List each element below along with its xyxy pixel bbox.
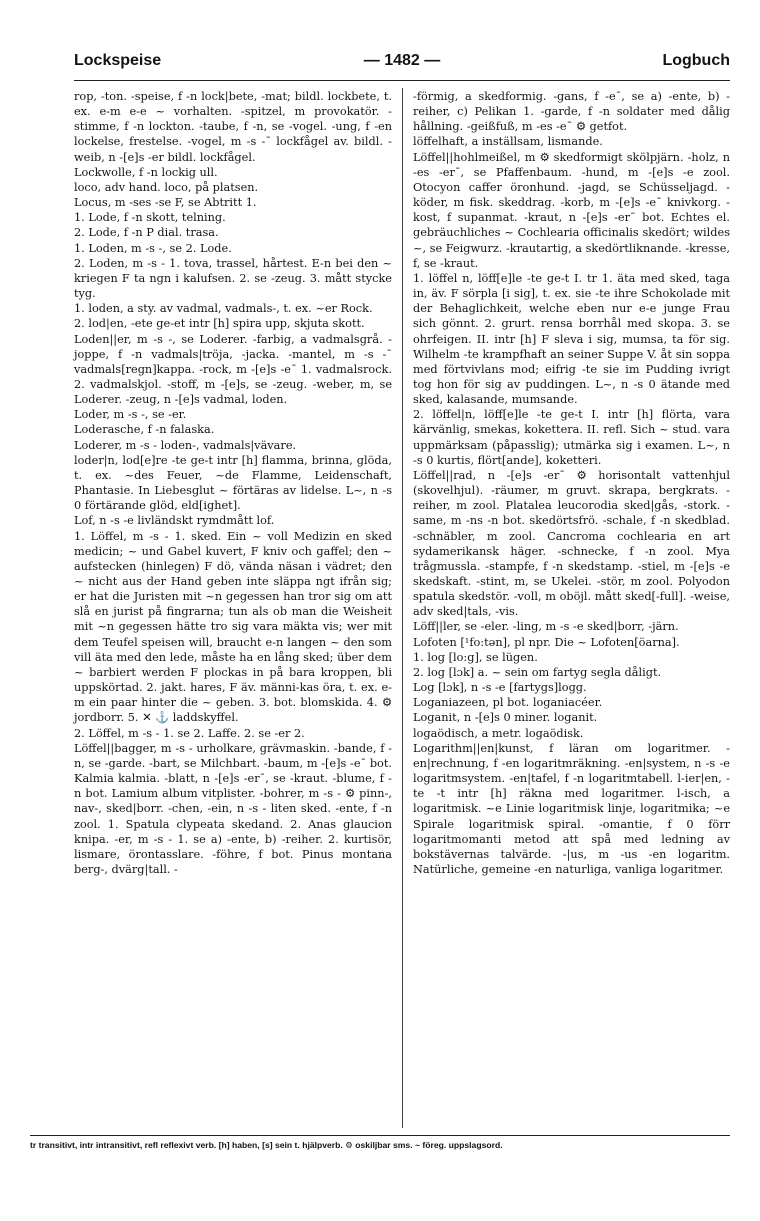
header-rule <box>74 80 730 81</box>
dictionary-entry: loder|n, lod[e]re -te ge-t intr [h] flamma, brinna, glöda, t. ex. ~des Feuer, ~de Flamme, Leidenschaft, Phantasie. In Liebesglut ~ förtäras av lidelse. L~, n -s 0 förtärande glöd, eld[ighet]. <box>74 453 392 513</box>
dictionary-entry: Loden||er, m -s -, se Loderer. -farbig, a vadmalsgrå. -joppe, f -n vadmals|tröja, -jacka. -mantel, m -s -¯ vadmals[regn]kappa. -rock, m -[e]s -e¯ 1. vadmalsrock. 2. vadmalskjol. -stoff, m -[e]s, se -zeug. -weber, m, se Loderer. -zeug, n -[e]s vadmal, loden. <box>74 332 392 407</box>
dictionary-entry: Löff||ler, se -eler. -ling, m -s -e sked|borr, -järn. <box>413 620 679 634</box>
dictionary-entry: Loganit, n -[e]s 0 miner. loganit. <box>413 711 598 725</box>
dictionary-entry: 1. löffel n, löff[e]le -te ge-t I. tr 1. äta med sked, taga in, äv. F sörpla [i sig], t. ex. sie -te ihre Schokolade mit der Behaglichkeit, welche eben nur e-e junge Frau sich gönnt. 2. grurt. rensa borrhål med skopa. 3. se ohrfeigen. II. intr [h] F sleva i sig, mumsa, ta för sig. Wilhelm -te krampfhaft an seiner Suppe V. åt sin soppa med förtvivlans mod; eifrig -te sie im Pudding ivrigt tog hon för sig av puddingen. L~, n -s 0 ätande med sked, kalasande, mumsande. <box>413 271 730 407</box>
dictionary-entry: Logarithm||en|kunst, f läran om logaritmer. -en|rechnung, f -en logaritmräkning. -en|system, n -s -e logaritmsystem. -en|tafel, f -n logaritmtabell. l-ier|en, -te -t intr [h] räkna med logaritmer. l-isch, a logaritmisk. ~e Linie logaritmisk linje, logaritmika; ~e Spirale logaritmisk spiral. -omantie, f 0 förr logaritmomanti metod att spå med ledning av bokstävernas talvärde. -|us, m -us -en logaritm. Natürliche, gemeine -en naturliga, vanliga logaritmer. <box>413 741 730 876</box>
column-divider <box>402 88 403 1128</box>
dictionary-entry: 2. Lode, f -n P dial. trasa. <box>74 226 219 240</box>
header-last-headword: Logbuch <box>662 52 730 69</box>
dictionary-entry: Lockwolle, f -n lockig ull. <box>74 165 218 179</box>
dictionary-entry: rop, -ton. -speise, f -n lock|bete, -mat; bildl. lockbete, t. ex. e-m e-e ~ vorhalten. -spitzel, m provokatör. -stimme, f -n lockton. -taube, f -n, se -vogel. -ung, f -en lockelse, frestelse. -vogel, m -s -¯ lockfågel av. bildl. -weib, n -[e]s -er bildl. lockfågel. <box>74 90 392 164</box>
dictionary-entry: Loder, m -s -, se -er. <box>74 408 187 422</box>
right-column <box>413 89 730 877</box>
footer-rule <box>30 1135 730 1136</box>
dictionary-entry: logaödisch, a metr. logaödisk. <box>413 726 584 740</box>
dictionary-entry: Lofoten [¹fo:tən], pl npr. Die ~ Lofoten[öarna]. <box>413 635 680 649</box>
dictionary-entry: Löffel||hohlmeißel, m ⚙ skedformigt skölpjärn. -holz, n -es -er¯, se Pfaffenbaum. -hund, m -[e]s -e zool. Otocyon caffer öronhund. -jagd, se Schüsseljagd. -köder, m fisk. skeddrag. -korb, m -[e]s -e¯ knivkorg. -kost, f supanmat. -kraut, n -[e]s -er¯ bot. Echtes el. gebräuchliches ~ Cochlearia officinalis skedört; wildes ~, se Feigwurz. -krautartig, a skedörtliknande. -kresse, f, se -kraut. <box>413 150 730 270</box>
dictionary-entry: löffelhaft, a inställsam, lismande. <box>413 135 603 149</box>
page-number: — 1482 — <box>363 52 441 69</box>
dictionary-entry: Löffel||rad, n -[e]s -er¯ ⚙ horisontalt vattenhjul (skovelhjul). -räumer, m gruvt. skrapa, bergkrats. -reiher, m zool. Platalea leucorodia sked|gås, -stork. -same, m -ns -n bot. skedörtsfrö. -schale, f -n skedblad. -schnäbler, m zool. Cancroma cochlearia en art sydamerikansk häger. -schnecke, f -n zool. Mya trågmussla. -stampfe, f -n skedstamp. -stiel, m -[e]s -e skedskaft. -stint, m, se Ukelei. -stör, m zool. Polyodon spatula skedstör. -voll, m oböjl. mått sked[-full]. -weise, adv sked|tals, -vis. <box>413 468 730 619</box>
dictionary-entry: Loganiazeen, pl bot. loganiacéer. <box>413 696 603 710</box>
dictionary-entry: loco, adv hand. loco, på platsen. <box>74 180 259 194</box>
dictionary-entry: 2. lod|en, -ete ge-et intr [h] spira upp, skjuta skott. <box>74 317 365 331</box>
dictionary-entry: 2. Löffel, m -s - 1. se 2. Laffe. 2. se -er 2. <box>74 726 305 740</box>
dictionary-entry: 2. löffel|n, löff[e]le -te ge-t I. intr [h] flörta, vara kärvänlig, smekas, kokettera. II. refl. Sich ~ stud. vara uppmärksam (påpasslig); utmärka sig i examen. L~, n -s 0 kurtis, flört[ande], koketteri. <box>413 408 730 467</box>
dictionary-entry: Löffel||bagger, m -s - urholkare, grävmaskin. -bande, f -n, se -garde. -bart, se Milchbart. -baum, m -[e]s -e¯ bot. Kalmia kalmia. -blatt, n -[e]s -er¯, se -kraut. -blume, f -n bot. Lamium album vitplister. -bohrer, m -s - ⚙ pinn-, nav-, sked|borr. -chen, -ein, n -s - liten sked. -ente, f -n zool. 1. Spatula clypeata skedand. 2. Anas glaucion knipa. -er, m -s - 1. se a) -ente, b) -reiher. 2. kurtisör, lismare, örontasslare. -föhre, f bot. Pinus montana berg-, dvärg|tall. - <box>74 741 392 876</box>
page-header <box>74 52 730 74</box>
dictionary-entry: 1. Lode, f -n skott, telning. <box>74 211 226 225</box>
dictionary-entry: 1. log [lo:g], se lügen. <box>413 650 538 664</box>
dictionary-entry: Log [lɔk], n -s -e [fartygs]logg. <box>413 681 587 695</box>
dictionary-entry: Locus, m -ses -se F, se Abtritt 1. <box>74 196 257 210</box>
abbreviation-legend: tr transitivt, intr intransitivt, refl reflexivt verb. [h] haben, [s] sein t. hjälpverb. ⚙ oskiljbar sms. ~ föreg. uppslagsord. <box>30 1140 503 1150</box>
dictionary-entry: Loderasche, f -n falaska. <box>74 423 215 437</box>
dictionary-entry: 2. log [lɔk] a. ~ sein om fartyg segla dåligt. <box>413 665 662 679</box>
dictionary-entry: Loderer, m -s - loden-, vadmals|vävare. <box>74 438 297 452</box>
dictionary-entry: 2. Loden, m -s - 1. tova, trassel, hårtest. E-n bei den ~ kriegen F ta ngn i kalufsen. 2. se -zeug. 3. mått stycke tyg. <box>74 256 392 301</box>
left-column <box>74 89 392 877</box>
dictionary-entry: 1. Loden, m -s -, se 2. Lode. <box>74 241 232 255</box>
dictionary-entry: -förmig, a skedformig. -gans, f -e¯, se a) -ente, b) -reiher, c) Pelikan 1. -garde, f -n soldater med dålig hållning. -geißfuß, m -es -e¯ ⚙ getfot. <box>413 90 730 134</box>
dictionary-entry: 1. loden, a sty. av vadmal, vadmals-, t. ex. ~er Rock. <box>74 302 373 316</box>
dictionary-entry: 1. Löffel, m -s - 1. sked. Ein ~ voll Medizin en sked medicin; ~ und Gabel kuvert, F kniv och gaffel; den ~ aufstecken (hinlegen) F dö, vända näsan i vädret; den ~ nicht aus der Hand geben inte släppa ngt ifrån sig; er hat die Juristen mit ~n gegessen han tror sig om att slå en jurist på fingrarna; tun als ob man die Weisheit mit ~n gegessen hätte tro sig vara mäkta vis; wer mit dem Teufel speisen will, braucht e-n langen ~ den som vill äta med den lede, måste ha en lång sked; über dem ~ barbiert werden F plockas in på bara kroppen, bli uppskörtad. 2. jakt. hares, F äv. männi-kas öra, t. ex. e-m ein paar hinter die ~ geben. 3. bot. blomskida. 4. ⚙ jordborr. 5. ✕ ⚓ laddskyffel. <box>74 529 392 725</box>
header-first-headword: Lockspeise <box>74 52 162 69</box>
dictionary-entry: Lof, n -s -e livländskt rymdmått lof. <box>74 514 275 528</box>
